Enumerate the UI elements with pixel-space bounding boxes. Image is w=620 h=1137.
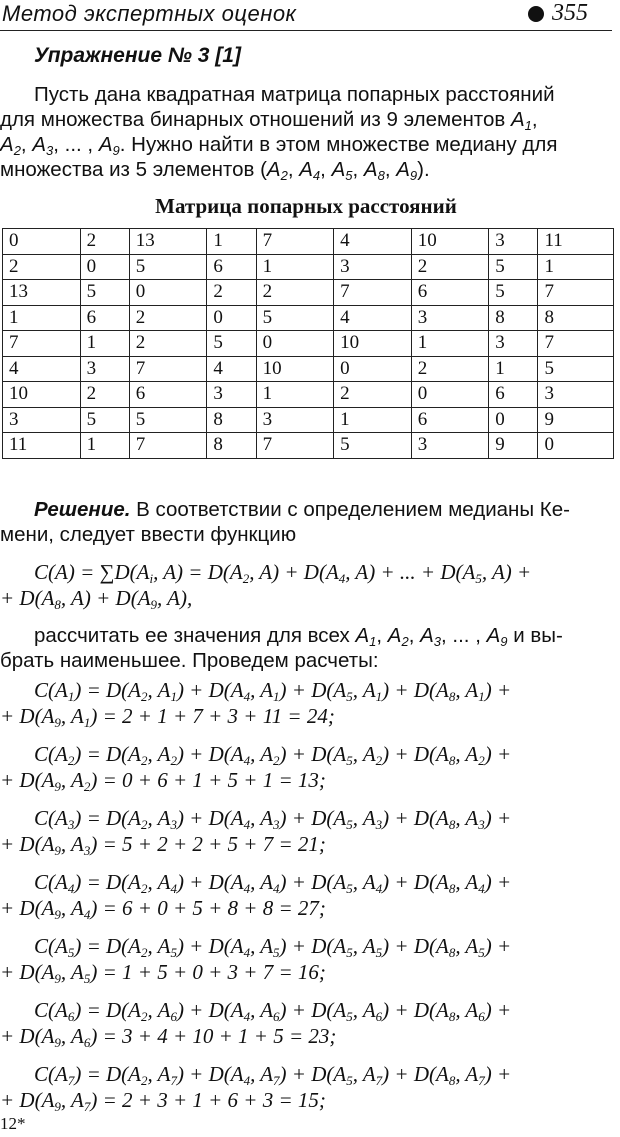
matrix-cell: 0 xyxy=(411,382,489,408)
matrix-cell: 0 xyxy=(80,254,129,280)
calc-line-2: + $D(A_9$, $A_6) = 3 + 4 + 10 + 1 + 5 = 23$; xyxy=(0,1024,337,1050)
matrix-cell: 2 xyxy=(80,229,129,255)
matrix-title: Матрица попарных расстояний xyxy=(155,194,457,218)
matrix-cell: 7 xyxy=(3,331,81,357)
matrix-cell: 2 xyxy=(3,254,81,280)
matrix-cell: 7 xyxy=(538,280,614,306)
matrix-cell: 7 xyxy=(538,331,614,357)
matrix-cell: 5 xyxy=(489,254,538,280)
calc-line-1: $C(A_4) = D(A_2$, $A_4) + D(A_4$, $A_4) + D(A_5$, $A_4) + D(A_8$, $A_4$) + xyxy=(34,870,512,896)
matrix-cell: 3 xyxy=(3,407,81,433)
matrix-row xyxy=(3,254,614,280)
matrix-cell: 0 xyxy=(334,356,412,382)
matrix-cell: 0 xyxy=(256,331,334,357)
matrix-cell: 4 xyxy=(3,356,81,382)
solution-label: Решение. xyxy=(34,498,131,521)
exercise-title: Упражнение № 3 [1] xyxy=(34,44,241,67)
matrix-cell: 3 xyxy=(256,407,334,433)
matrix-cell: 3 xyxy=(334,254,412,280)
matrix-cell: 9 xyxy=(489,433,538,459)
solution-line-1-rest: В соответствии с определением медианы Ке- xyxy=(130,498,570,521)
matrix-cell: 6 xyxy=(411,280,489,306)
running-head xyxy=(0,0,612,31)
matrix-cell: 1 xyxy=(538,254,614,280)
matrix-cell: 11 xyxy=(3,433,81,459)
matrix-cell: 6 xyxy=(129,382,207,408)
matrix-cell: 7 xyxy=(129,356,207,382)
matrix-cell: 5 xyxy=(489,280,538,306)
matrix-cell: 2 xyxy=(256,280,334,306)
matrix-cell: 2 xyxy=(129,305,207,331)
matrix-cell: 8 xyxy=(489,305,538,331)
matrix-cell: 4 xyxy=(334,305,412,331)
matrix-cell: 9 xyxy=(538,407,614,433)
matrix-cell: 11 xyxy=(538,229,614,255)
matrix-cell: 0 xyxy=(538,433,614,459)
calc-line-2: + $D(A_9$, $A_3) = 5 + 2 + 2 + 5 + 7 = 21$; xyxy=(0,832,326,858)
page-number: 355 xyxy=(552,0,588,26)
intro-line-3: $A_2$, $A_3$, ... , $A_9$. Нужно найти в этом множестве медиану для xyxy=(0,133,558,158)
intro-line-4: множества из 5 элементов ($A_2$, $A_4$, $A_5$, $A_8$, $A_9$). xyxy=(0,158,430,183)
matrix-cell: 3 xyxy=(538,382,614,408)
matrix-cell: 10 xyxy=(256,356,334,382)
matrix-cell: 7 xyxy=(334,280,412,306)
matrix-cell: 7 xyxy=(129,433,207,459)
matrix-row xyxy=(3,280,614,306)
matrix-cell: 1 xyxy=(334,407,412,433)
matrix-cell: 2 xyxy=(129,331,207,357)
calc-line-2: + $D(A_9$, $A_4) = 6 + 0 + 5 + 8 + 8 = 27$; xyxy=(0,896,326,922)
calc-line-1: $C(A_6) = D(A_2$, $A_6) + D(A_4$, $A_6) + D(A_5$, $A_6) + D(A_8$, $A_6$) + xyxy=(34,998,512,1024)
bullet-icon xyxy=(528,6,544,22)
function-definition-line-2: + $D(A_8$, $A) + D(A_9$, A), xyxy=(0,586,193,612)
matrix-row xyxy=(3,229,614,255)
after-line-1: рассчитать ее значения для всех $A_1$, $A_2$, $A_3$, ... , $A_9$ и вы- xyxy=(34,624,563,649)
matrix-cell: 7 xyxy=(256,433,334,459)
matrix-row xyxy=(3,382,614,408)
intro-line-1: Пусть дана квадратная матрица попарных расстояний xyxy=(34,83,555,106)
matrix-cell: 2 xyxy=(80,382,129,408)
matrix-cell: 1 xyxy=(411,331,489,357)
matrix-cell: 13 xyxy=(3,280,81,306)
matrix-cell: 5 xyxy=(129,254,207,280)
matrix-cell: 5 xyxy=(80,280,129,306)
running-head-title: Метод экспертных оценок xyxy=(2,1,297,26)
matrix-cell: 6 xyxy=(489,382,538,408)
matrix-cell: 10 xyxy=(334,331,412,357)
matrix-cell: 8 xyxy=(207,407,256,433)
matrix-cell: 10 xyxy=(411,229,489,255)
matrix-cell: 5 xyxy=(334,433,412,459)
matrix-cell: 5 xyxy=(256,305,334,331)
matrix-cell: 8 xyxy=(538,305,614,331)
matrix-row xyxy=(3,331,614,357)
matrix-cell: 1 xyxy=(256,382,334,408)
calc-line-2: + $D(A_9$, $A_5) = 1 + 5 + 0 + 3 + 7 = 16$; xyxy=(0,960,326,986)
matrix-cell: 0 xyxy=(489,407,538,433)
matrix-cell: 10 xyxy=(3,382,81,408)
calc-line-2: + $D(A_9$, $A_1) = 2 + 1 + 7 + 3 + 11 = 24$; xyxy=(0,704,335,730)
calc-line-1: $C(A_5) = D(A_2$, $A_5) + D(A_4$, $A_5) + D(A_5$, $A_5) + D(A_8$, $A_5$) + xyxy=(34,934,512,960)
matrix-cell: 6 xyxy=(207,254,256,280)
matrix-cell: 2 xyxy=(411,356,489,382)
matrix-cell: 13 xyxy=(129,229,207,255)
matrix-cell: 5 xyxy=(129,407,207,433)
calc-line-1: $C(A_1) = D(A_2$, $A_1) + D(A_4$, $A_1) + D(A_5$, $A_1) + D(A_8$, $A_1$) + xyxy=(34,678,512,704)
matrix-cell: 8 xyxy=(207,433,256,459)
matrix-cell: 1 xyxy=(207,229,256,255)
matrix-cell: 2 xyxy=(411,254,489,280)
matrix-cell: 7 xyxy=(256,229,334,255)
signature-mark: 12* xyxy=(0,1114,26,1133)
matrix-cell: 3 xyxy=(489,331,538,357)
matrix-cell: 3 xyxy=(207,382,256,408)
matrix-cell: 0 xyxy=(3,229,81,255)
matrix-cell: 4 xyxy=(207,356,256,382)
matrix-cell: 4 xyxy=(334,229,412,255)
matrix-row xyxy=(3,305,614,331)
matrix-row xyxy=(3,433,614,459)
calc-line-1: $C(A_7) = D(A_2$, $A_7) + D(A_4$, $A_7) + D(A_5$, $A_7) + D(A_8$, $A_7$) + xyxy=(34,1062,512,1088)
matrix-cell: 3 xyxy=(411,433,489,459)
matrix-cell: 1 xyxy=(80,433,129,459)
solution-line-2: мени, следует ввести функцию xyxy=(0,523,297,546)
solution-line-1 xyxy=(34,497,570,522)
matrix-cell: 1 xyxy=(3,305,81,331)
matrix-cell: 1 xyxy=(489,356,538,382)
matrix-cell: 0 xyxy=(129,280,207,306)
distance-matrix-table xyxy=(2,228,614,459)
matrix-cell: 3 xyxy=(80,356,129,382)
matrix-cell: 1 xyxy=(80,331,129,357)
matrix-cell: 0 xyxy=(207,305,256,331)
calc-line-2: + $D(A_9$, $A_2) = 0 + 6 + 1 + 5 + 1 = 13$; xyxy=(0,768,326,794)
matrix-cell: 2 xyxy=(334,382,412,408)
matrix-cell: 1 xyxy=(256,254,334,280)
after-line-2: брать наименьшее. Проведем расчеты: xyxy=(0,649,379,672)
matrix-row xyxy=(3,356,614,382)
matrix-row xyxy=(3,407,614,433)
matrix-cell: 5 xyxy=(207,331,256,357)
calc-line-1: $C(A_3) = D(A_2$, $A_3) + D(A_4$, $A_3) + D(A_5$, $A_3) + D(A_8$, $A_3$) + xyxy=(34,806,512,832)
matrix-cell: 5 xyxy=(80,407,129,433)
matrix-cell: 6 xyxy=(80,305,129,331)
intro-line-2: для множества бинарных отношений из 9 элементов $A_1$, xyxy=(0,108,538,133)
matrix-cell: 3 xyxy=(489,229,538,255)
function-definition-line-1: $C(A) = \sum D(A_i$, $A) = D(A_2$, $A) + D(A_4$, A) + ... + $D(A_5$, A) + xyxy=(34,560,532,586)
calc-line-1: $C(A_2) = D(A_2$, $A_2) + D(A_4$, $A_2) + D(A_5$, $A_2) + D(A_8$, $A_2$) + xyxy=(34,742,512,768)
matrix-cell: 5 xyxy=(538,356,614,382)
matrix-cell: 2 xyxy=(207,280,256,306)
calc-line-2: + $D(A_9$, $A_7) = 2 + 3 + 1 + 6 + 3 = 15$; xyxy=(0,1088,326,1114)
matrix-cell: 3 xyxy=(411,305,489,331)
matrix-cell: 6 xyxy=(411,407,489,433)
